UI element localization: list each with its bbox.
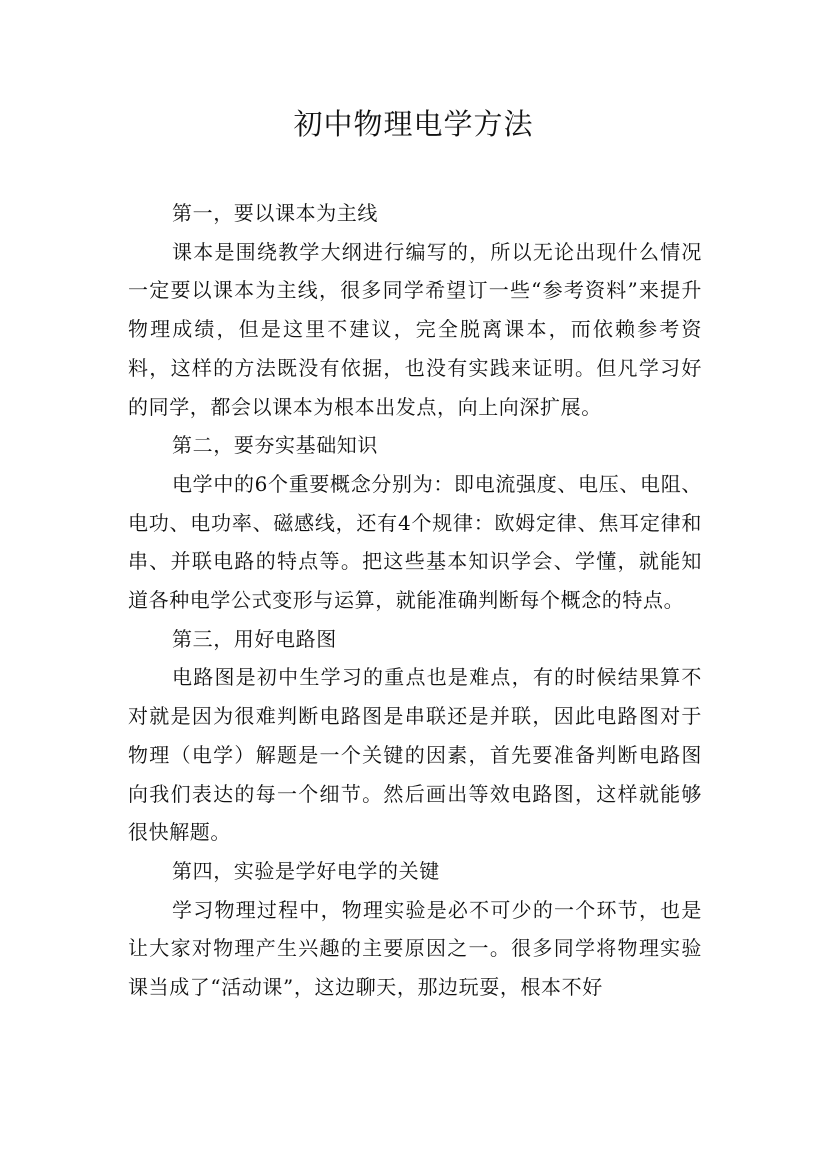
section-paragraph-2: 电学中的6个重要概念分别为：即电流强度、电压、电阻、电功、电功率、磁感线，还有4个规律：欧姆定律、焦耳定律和串、并联电路的特点等。把这些基本知识学会、学懂，就能知道各种电学公式变形与运算，就能准确判断每个概念的特点。 <box>128 471 702 613</box>
document-title: 初中物理电学方法 <box>293 107 534 141</box>
section-heading-1: 第一，要以课本为主线 <box>172 201 378 225</box>
section-heading-3: 第三，用好电路图 <box>172 626 337 651</box>
section-paragraph-4: 学习物理过程中，物理实验是必不可少的一个环节，也是让大家对物理产生兴趣的主要原因之一。很多同学将物理实验课当成了“活动课”，这边聊天，那边玩耍，根本不好 <box>128 897 702 1000</box>
document-body <box>128 194 702 1007</box>
section-paragraph-3: 电路图是初中生学习的重点也是难点，有的时候结果算不对就是因为很难判断电路图是串联还是并联，因此电路图对于物理（电学）解题是一个关键的因素，首先要准备判断电路图向我们表达的每一个细节。然后画出等效电路图，这样就能够很快解题。 <box>128 665 702 845</box>
section-heading-2: 第二，要夯实基础知识 <box>172 433 378 458</box>
section-heading-4: 第四，实验是学好电学的关键 <box>172 858 440 883</box>
section-paragraph-1: 课本是围绕教学大纲进行编写的，所以无论出现什么情况一定要以课本为主线，很多同学希望订一些“参考资料”来提升物理成绩，但是这里不建议，完全脱离课本，而依赖参考资料，这样的方法既没有依据，也没有实践来证明。但凡学习好的同学，都会以课本为根本出发点，向上向深扩展。 <box>128 239 702 419</box>
